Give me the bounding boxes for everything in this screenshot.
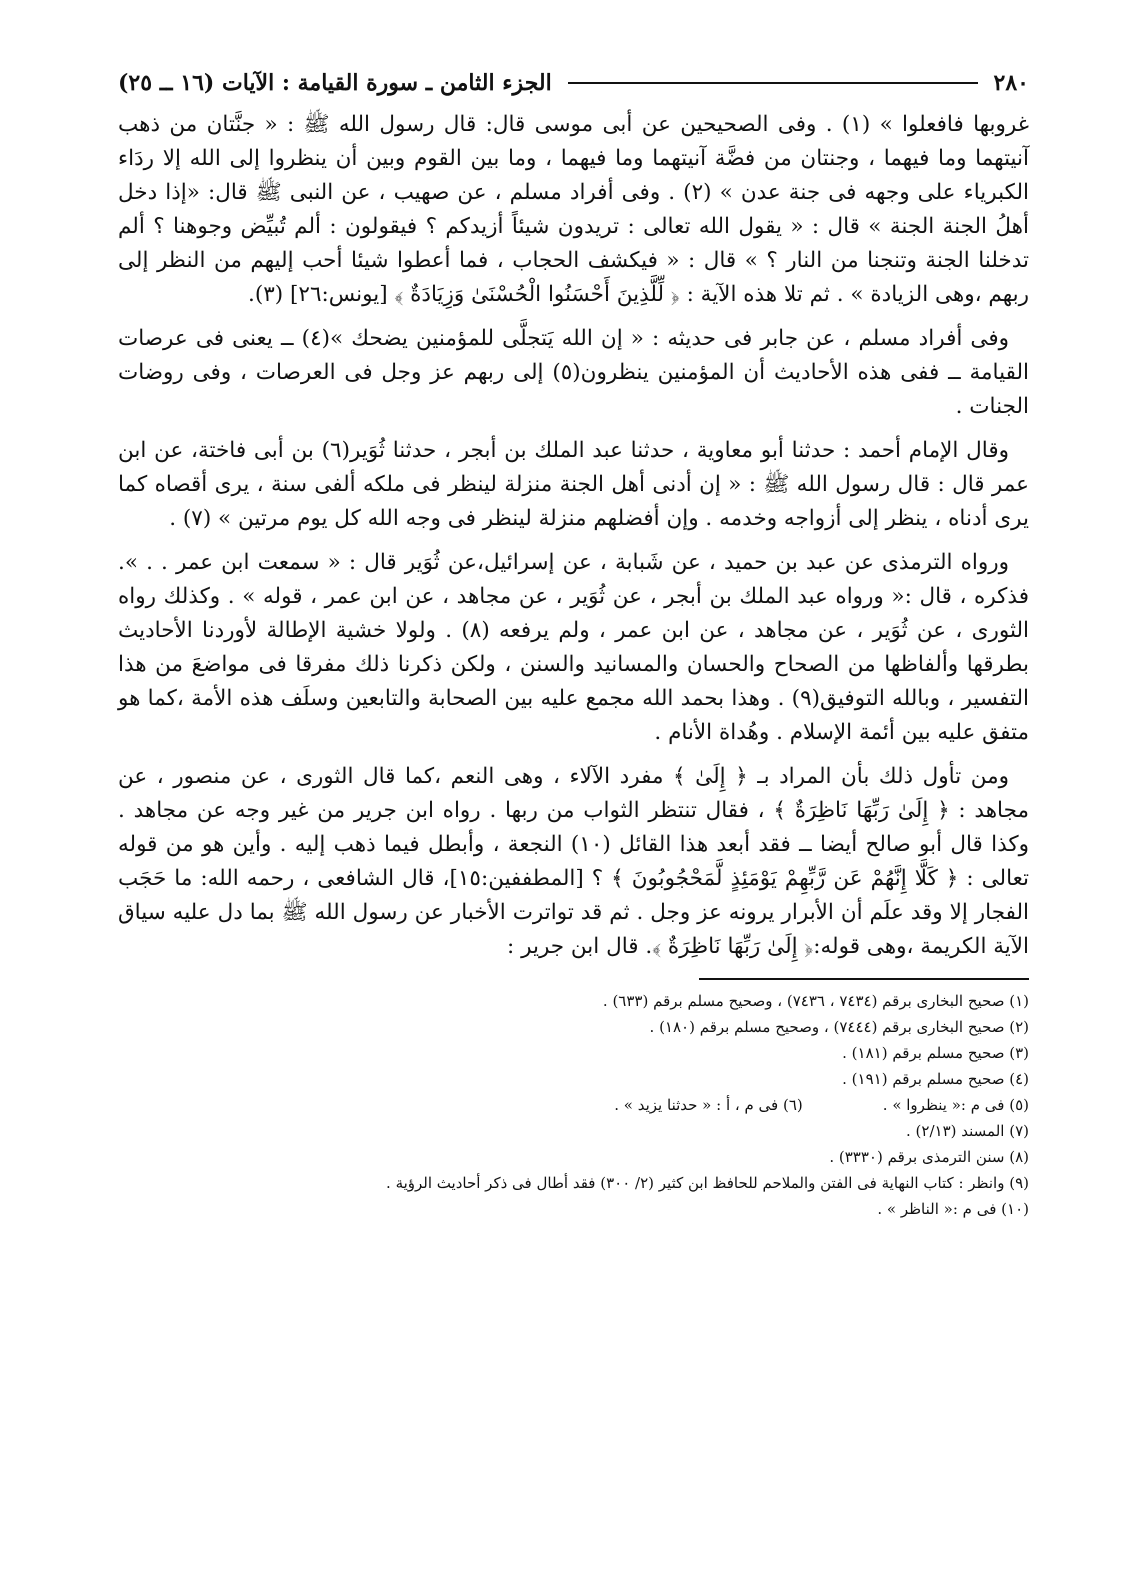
footnote: (٥) فى م :« ينظروا » . [882, 1096, 1029, 1114]
footnote: (٨) سنن الترمذى برقم (٣٣٣٠) . [829, 1148, 1029, 1166]
footnote: (٧) المسند (٢/١٣) . [906, 1122, 1029, 1140]
footnotes [118, 988, 1029, 1222]
paragraph: وفى أفراد مسلم ، عن جابر فى حديثه : « إن الله يَتجلَّى للمؤمنين يضحك »(٤) ــ يعنى فى عرصات القيامة ــ ففى هذه الأحاديث أن المؤمنين ينظرون(٥) إلى ربهم عز وجل فى العرصات ، وفى روضات الجنات . [118, 326, 1029, 419]
running-header [118, 70, 1029, 96]
paragraph: ورواه الترمذى عن عبد بن حميد ، عن شَبابة ، عن إسرائيل،عن ثُوَير قال : « سمعت ابن عمر . . ». فذكره ، قال :« ورواه عبد الملك بن أبجر ، عن ثُوَير ، عن مجاهد ، عن ابن عمر ، قوله » . وكذلك رواه الثورى ، عن ثُوَير ، عن مجاهد ، عن ابن عمر ، ولم يرفعه (٨) . ولولا خشية الإطالة لأوردنا الأحاديث بطرقها وألفاظها من الصحاح والحسان والمسانيد والسنن ، ولكن ذكرنا ذلك مفرقا فى مواضعَ من هذا التفسير ، وبالله التوفيق(٩) . وهذا بحمد الله مجمع عليه بين الصحابة والتابعين وسلَف هذه الأمة ،كما هو متفق عليه بين أئمة الإسلام . وهُداة الأنام . [118, 550, 1029, 745]
paragraph: غروبها فافعلوا » (١) . وفى الصحيحين عن أبى موسى قال: قال رسول الله ﷺ : « جنَّتان من ذهب آنيتهما وما فيهما ، وجنتان من فضَّة آنيتهما وما فيهما ، وما بين القوم وبين أن ينظروا إلى الله إلا ردَاء الكبرياء على وجهه فى جنة عدن » (٢) . وفى أفراد مسلم ، عن صهيب ، عن النبى ﷺ قال: «إذا دخل أهلُ الجنة الجنة » قال : « يقول الله تعالى : تريدون شيئاً أزيدكم ؟ فيقولون : ألم تُبيِّض وجوهنا ؟ ألم تدخلنا الجنة وتنجنا من النار ؟ » قال : « فيكشف الحجاب ، فما أعطوا شيئا أحب إليهم من النظر إلى ربهم ،وهى الزيادة » . ثم تلا هذه الآية : ﴿ لِّلَّذِينَ أَحْسَنُوا الْحُسْنَىٰ وَزِيَادَةٌ ﴾ [يونس:٢٦] (٣). [118, 112, 1029, 307]
page-number: ٢٨٠ [993, 70, 1029, 96]
footnote: (٢) صحيح البخارى برقم (٧٤٤٤) ، وصحيح مسلم برقم (١٨٠) . [649, 1018, 1029, 1036]
footnote: (٤) صحيح مسلم برقم (١٩١) . [842, 1070, 1029, 1088]
running-title: الجزء الثامن ـ سورة القيامة : الآيات (١٦ ــ ٢٥) [118, 70, 552, 96]
paragraph: وقال الإمام أحمد : حدثنا أبو معاوية ، حدثنا عبد الملك بن أبجر ، حدثنا ثُوَير(٦) بن أبى فاختة، عن ابن عمر قال : قال رسول الله ﷺ : « إن أدنى أهل الجنة منزلة لينظر فى ملكه ألفى سنة ، يرى أقصاه كما يرى أدناه ، ينظر إلى أزواجه وخدمه . وإن أفضلهم منزلة لينظر فى وجه الله كل يوم مرتين » (٧) . [118, 438, 1029, 531]
header-rule [568, 82, 978, 84]
footnote: (٣) صحيح مسلم برقم (١٨١) . [842, 1044, 1029, 1062]
footnote: (١٠) فى م :« الناظر » . [877, 1200, 1029, 1218]
footnote: (٩) وانظر : كتاب النهاية فى الفتن والملاحم للحافظ ابن كثير (٢/ ٣٠٠) فقد أطال فى ذكر أحاديث الرؤية . [386, 1174, 1029, 1192]
main-text [118, 108, 1029, 964]
footnote-row [118, 1092, 1029, 1118]
footnote-divider [699, 978, 1029, 980]
footnote: (٦) فى م ، أ : « حدثنا يزيد » . [614, 1096, 803, 1114]
footnote: (١) صحيح البخارى برقم (٧٤٣٤ ، ٧٤٣٦) ، وصحيح مسلم برقم (٦٣٣) . [602, 992, 1029, 1010]
paragraph: ومن تأول ذلك بأن المراد بـ ﴿ إِلَىٰ ﴾ مفرد الآلاء ، وهى النعم ،كما قال الثورى ، عن منصور ، عن مجاهد : ﴿ إِلَىٰ رَبِّهَا نَاظِرَةٌ ﴾ ، فقال تنتظر الثواب من ربها . رواه ابن جرير من غير وجه عن مجاهد . وكذا قال أبو صالح أيضا ــ فقد أبعد هذا القائل (١٠) النجعة ، وأبطل فيما ذهب إليه . وأين هو من قوله تعالى : ﴿ كَلَّا إِنَّهُمْ عَن رَّبِّهِمْ يَوْمَئِذٍ لَّمَحْجُوبُونَ ﴾ ؟ [المطففين:١٥]، قال الشافعى ، رحمه الله: ما حَجَب الفجار إلا وقد علَم أن الأبرار يرونه عز وجل . ثم قد تواترت الأخبار عن رسول الله ﷺ بما دل عليه سياق الآية الكريمة ،وهى قوله:﴿ إِلَىٰ رَبِّهَا نَاظِرَةٌ ﴾. قال ابن جرير : [118, 764, 1029, 959]
